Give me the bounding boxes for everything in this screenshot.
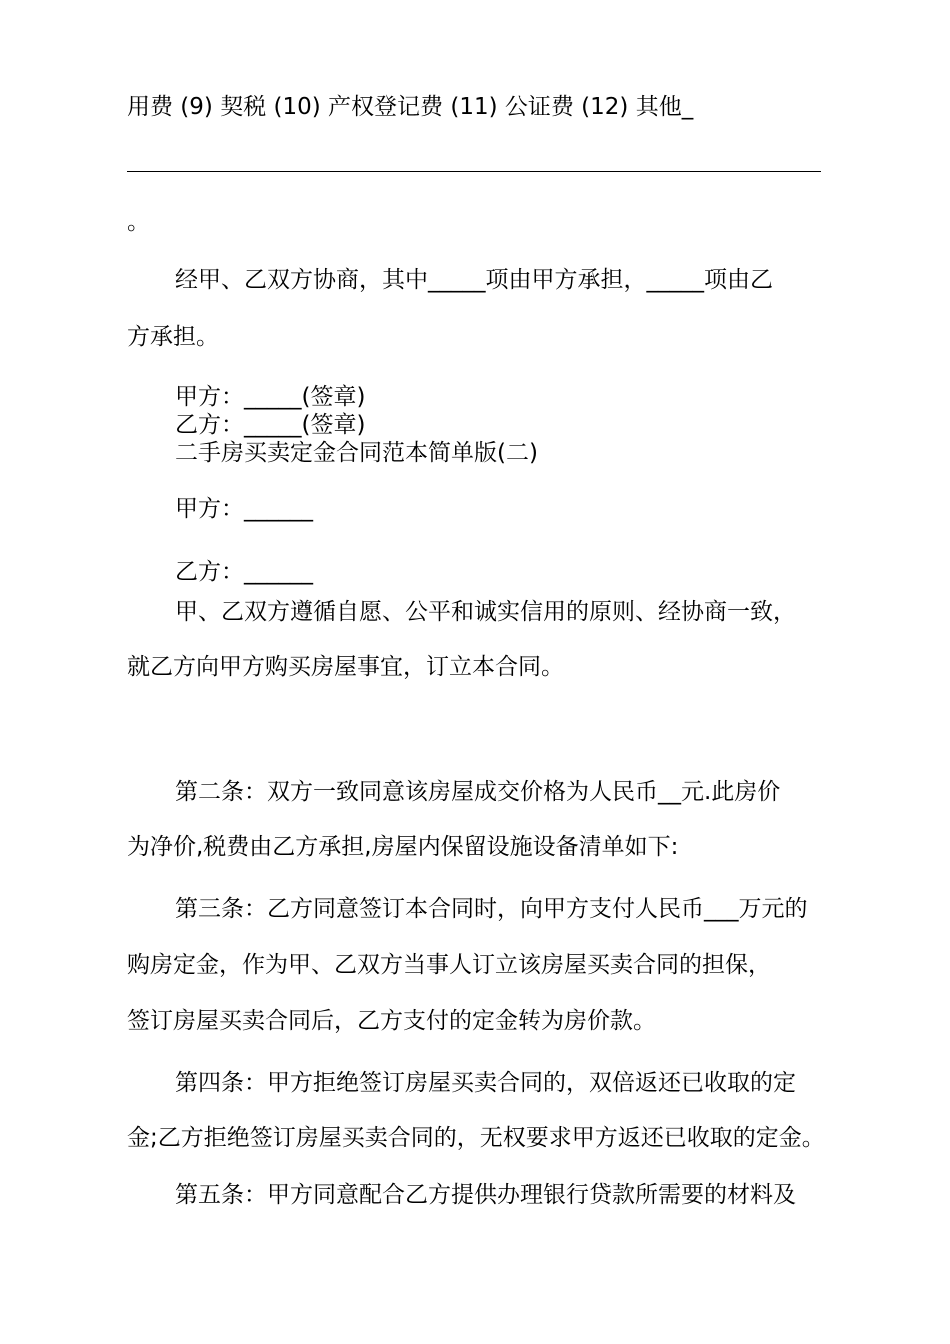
fill-in-underline xyxy=(127,171,821,172)
article-2: 第二条：双方一致同意该房屋成交价格为人民币__元.此房价 xyxy=(175,779,781,805)
party-b-signature: 乙方：_____(签章) xyxy=(175,412,366,438)
party-b-line: 乙方：______ xyxy=(175,559,313,585)
article-3: 第三条：乙方同意签订本合同时，向甲方支付人民币___万元的 xyxy=(175,896,808,922)
article-3-cont-1: 购房定金，作为甲、乙双方当事人订立该房屋买卖合同的担保， xyxy=(127,952,771,978)
text-line-principles-cont: 就乙方向甲方购买房屋事宜，订立本合同。 xyxy=(127,654,564,680)
text-line-principles: 甲、乙双方遵循自愿、公平和诚实信用的原则、经协商一致， xyxy=(175,599,796,625)
article-3-cont-2: 签订房屋买卖合同后，乙方支付的定金转为房价款。 xyxy=(127,1008,656,1034)
article-4-cont: 金;乙方拒绝签订房屋买卖合同的，无权要求甲方返还已收取的定金。 xyxy=(127,1125,825,1151)
text-line-fees: 用费 (9) 契税 (10) 产权登记费 (11) 公证费 (12) 其他_ xyxy=(127,94,694,120)
party-a-line: 甲方：______ xyxy=(175,496,313,522)
article-4: 第四条：甲方拒绝签订房屋买卖合同的，双倍返还已收取的定 xyxy=(175,1070,796,1096)
article-2-cont: 为净价,税费由乙方承担,房屋内保留设施设备清单如下: xyxy=(127,834,679,860)
contract-title: 二手房买卖定金合同范本简单版(二) xyxy=(175,440,538,466)
article-5: 第五条：甲方同意配合乙方提供办理银行贷款所需要的材料及 xyxy=(175,1182,796,1208)
party-a-signature: 甲方：_____(签章) xyxy=(175,384,366,410)
text-line-negotiation: 经甲、乙双方协商，其中_____项由甲方承担，_____项由乙 xyxy=(175,267,773,293)
text-line-period: 。 xyxy=(127,209,150,235)
text-line-negotiation-cont: 方承担。 xyxy=(127,324,219,350)
